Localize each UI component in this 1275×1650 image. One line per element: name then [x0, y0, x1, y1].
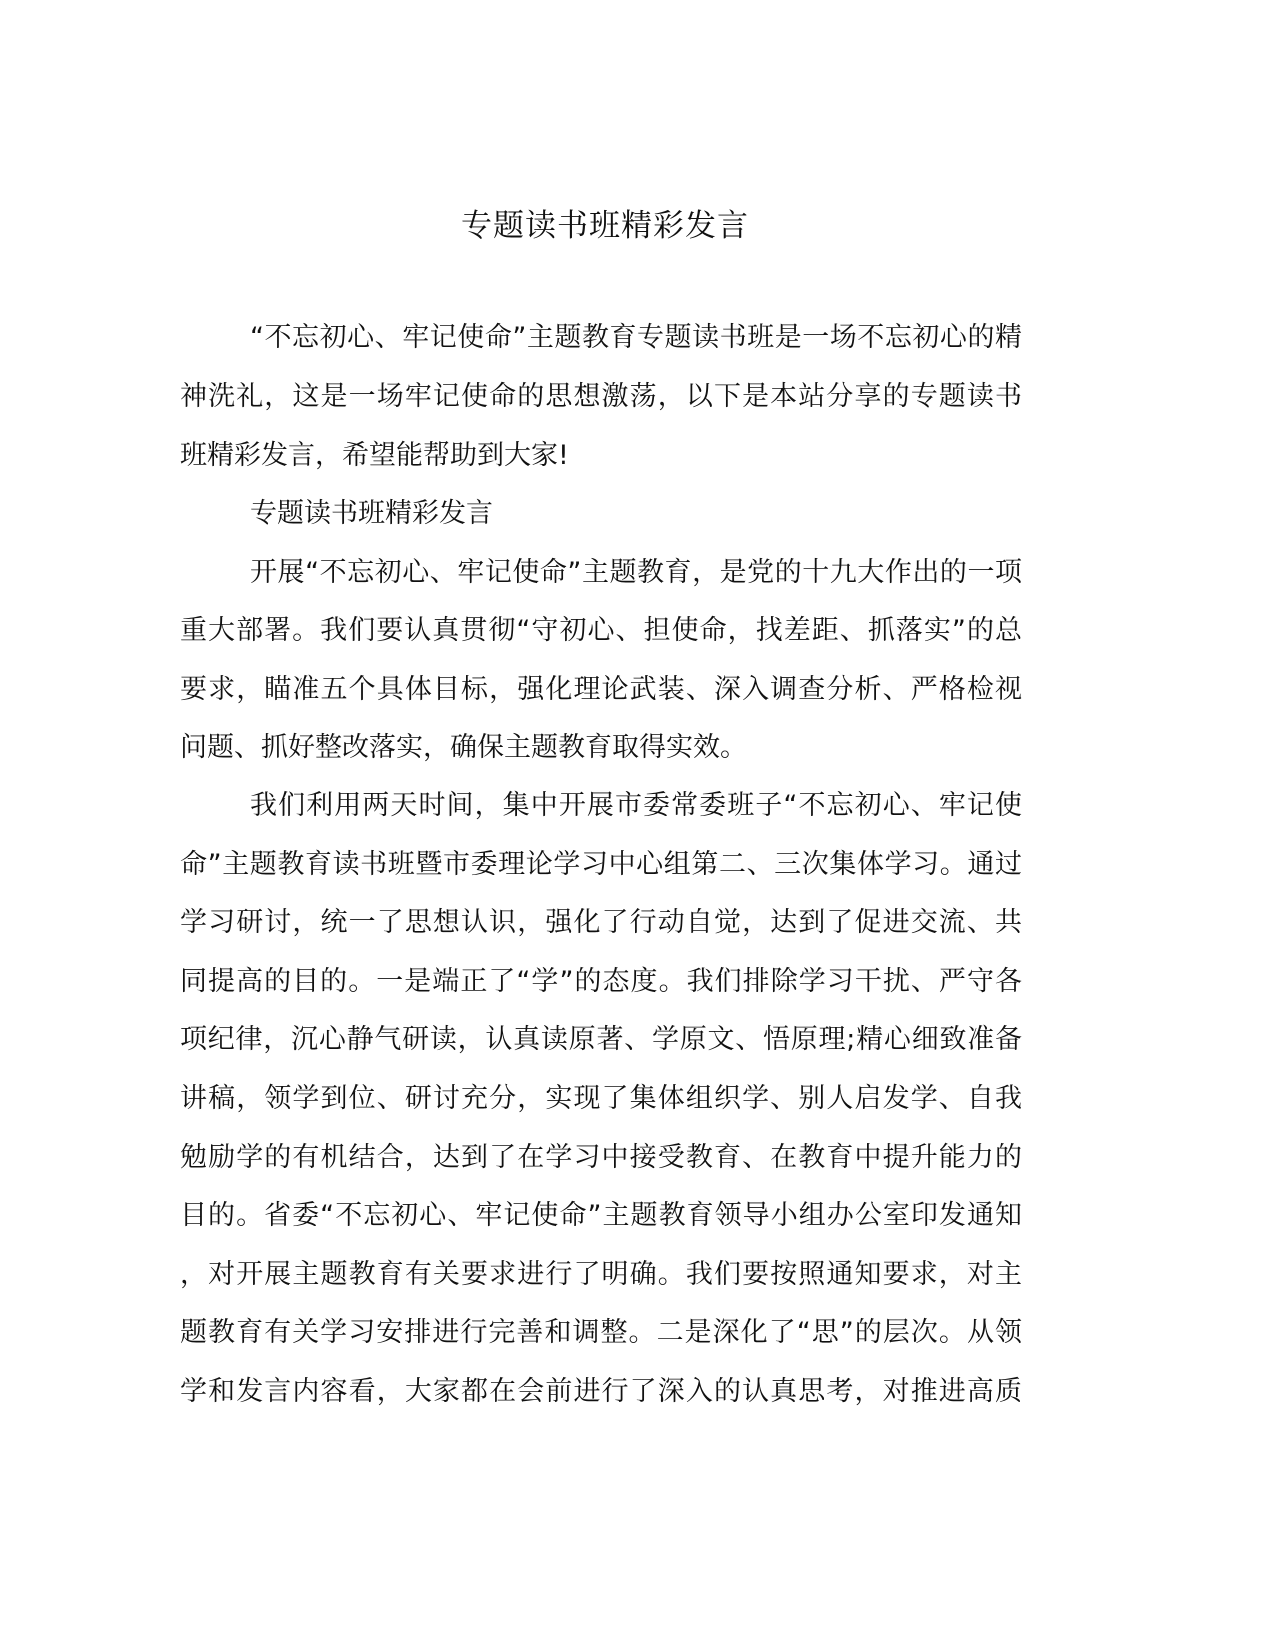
paragraph-line: 同提高的目的。一是端正了“学”的态度。我们排除学习干扰、严守各: [180, 966, 1022, 997]
paragraph-line: 开展“不忘初心、牢记使命”主题教育，是党的十九大作出的一项: [250, 557, 1022, 588]
paragraph-line: 命”主题教育读书班暨市委理论学习中心组第二、三次集体学习。通过: [180, 849, 1022, 880]
paragraph-line: 问题、抓好整改落实，确保主题教育取得实效。: [180, 732, 747, 763]
paragraph-line: 题教育有关学习安排进行完善和调整。二是深化了“思”的层次。从领: [180, 1317, 1022, 1348]
document-title: 专题读书班精彩发言: [461, 208, 749, 244]
paragraph-line: 项纪律，沉心静气研读，认真读原著、学原文、悟原理;精心细致准备: [180, 1024, 1022, 1055]
paragraph-line: 勉励学的有机结合，达到了在学习中接受教育、在教育中提升能力的: [180, 1142, 1022, 1173]
paragraph-line: 我们利用两天时间，集中开展市委常委班子“不忘初心、牢记使: [250, 790, 1022, 821]
paragraph-line: 目的。省委“不忘初心、牢记使命”主题教育领导小组办公室印发通知: [180, 1200, 1022, 1231]
paragraph-line: 神洗礼，这是一场牢记使命的思想激荡，以下是本站分享的专题读书: [180, 381, 1022, 412]
paragraph-line: 要求，瞄准五个具体目标，强化理论武装、深入调查分析、严格检视: [180, 674, 1022, 705]
paragraph-line: 学习研讨，统一了思想认识，强化了行动自觉，达到了促进交流、共: [180, 907, 1022, 938]
paragraph-line: 班精彩发言，希望能帮助到大家!: [180, 440, 569, 471]
paragraph-line: 讲稿，领学到位、研讨充分，实现了集体组织学、别人启发学、自我: [180, 1083, 1022, 1114]
paragraph-line: 重大部署。我们要认真贯彻“守初心、担使命，找差距、抓落实”的总: [180, 615, 1022, 646]
section-heading: 专题读书班精彩发言: [250, 498, 493, 529]
paragraph-line: ，对开展主题教育有关要求进行了明确。我们要按照通知要求，对主: [180, 1259, 1022, 1290]
paragraph-line: 学和发言内容看，大家都在会前进行了深入的认真思考，对推进高质: [180, 1376, 1022, 1407]
paragraph-line: “不忘初心、牢记使命”主题教育专题读书班是一场不忘初心的精: [250, 322, 1022, 353]
